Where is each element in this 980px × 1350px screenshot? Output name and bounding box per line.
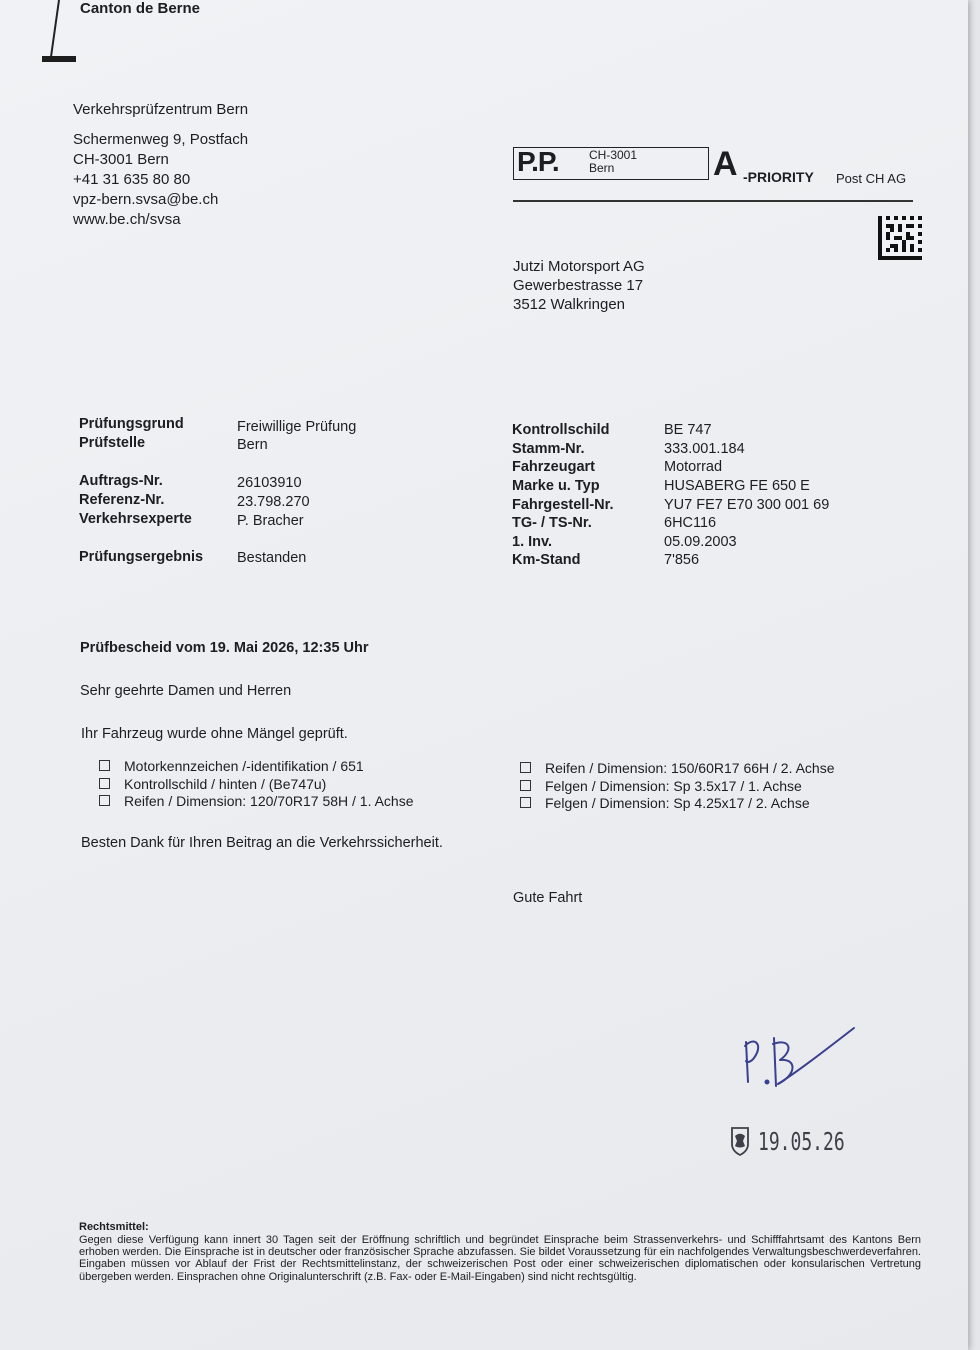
postage-zip: CH-3001 xyxy=(589,148,638,162)
field-value: 333.001.184 xyxy=(664,441,745,457)
list-item xyxy=(99,793,414,811)
field-label: 1. Inv. xyxy=(512,534,553,550)
list-item-text: Reifen / Dimension: 150/60R17 66H / 2. Achse xyxy=(545,760,835,776)
list-item xyxy=(99,758,414,776)
corner-bar xyxy=(42,56,76,62)
datamatrix-code-icon xyxy=(878,216,922,260)
field-value: 05.09.2003 xyxy=(664,534,737,550)
field-value: 26103910 xyxy=(237,475,302,491)
signature xyxy=(738,1024,858,1094)
checkbox-icon xyxy=(520,762,531,773)
field-label: Prüfungsergebnis xyxy=(79,549,204,565)
list-item xyxy=(520,778,835,796)
list-item xyxy=(520,795,835,813)
thanks-text: Besten Dank für Ihren Beitrag an die Verkehrssicherheit. xyxy=(81,835,443,851)
field-label: TG- / TS-Nr. xyxy=(512,515,592,531)
sender-street: Schermenweg 9, Postfach xyxy=(73,131,249,148)
recipient-address xyxy=(513,257,645,314)
field-label: Fahrzeugart xyxy=(512,459,595,475)
field-value: Bern xyxy=(237,437,268,453)
field-value: 7'856 xyxy=(664,552,700,568)
field-label: Verkehrsexperte xyxy=(79,511,192,527)
legal-text: Gegen diese Verfügung kann innert 30 Tagen seit der Eröffnung schriftlich und begründet Einsprache beim Strassenverkehrs- und Schifffahrtsamt des Kantons Bern erhoben werden. Die Einsprache ist in deutscher oder französischer Sprache abzufassen. Sie bildet Voraussetzung für ein nachfolgendes Verwaltungsbeschwerdeverfahren. Eingaben müssen vor Ablauf der Frist der Rechtsmittelinstanz, der schweizerischen Post oder einer schweizerischen diplomatischen oder konsularischen Vertretung übergeben werden. Einsprachen ohne Originalunterschrift (z.B. Fax- oder E-Mail-Eingaben) sind nicht rechtsgültig. xyxy=(79,1234,921,1283)
sender-phone: +41 31 635 80 80 xyxy=(73,171,191,188)
postage-city: Bern xyxy=(589,161,615,175)
list-item-text: Felgen / Dimension: Sp 4.25x17 / 2. Achse xyxy=(545,795,810,811)
field-label: Stamm-Nr. xyxy=(512,441,585,457)
a-priority-letter: A xyxy=(713,145,738,183)
letter-title: Prüfbescheid vom 19. Mai 2026, 12:35 Uhr xyxy=(80,640,369,656)
field-label: Fahrgestell-Nr. xyxy=(512,497,614,513)
field-label: Referenz-Nr. xyxy=(79,492,165,508)
sender-web: www.be.ch/svsa xyxy=(73,211,181,228)
field-value: Bestanden xyxy=(237,550,307,566)
sender-city: CH-3001 Bern xyxy=(73,151,169,168)
checklist-left xyxy=(99,758,414,811)
sender-email: vpz-bern.svsa@be.ch xyxy=(73,191,219,208)
list-item-text: Kontrollschild / hinten / (Be747u) xyxy=(124,775,327,792)
bern-coat-of-arms-icon xyxy=(730,1126,750,1156)
recipient-name: Jutzi Motorsport AG xyxy=(513,258,645,275)
intro-text: Ihr Fahrzeug wurde ohne Mängel geprüft. xyxy=(81,726,348,742)
field-value: HUSABERG FE 650 E xyxy=(664,478,810,494)
recipient-street: Gewerbestrasse 17 xyxy=(513,277,644,294)
field-value: P. Bracher xyxy=(237,513,304,529)
sender-address xyxy=(73,100,248,230)
list-item xyxy=(99,776,414,794)
list-item xyxy=(520,760,835,778)
checklist-right xyxy=(520,760,835,813)
field-value: BE 747 xyxy=(664,422,712,438)
field-label: Prüfungsgrund xyxy=(79,416,184,432)
sender-name: Verkehrsprüfzentrum Bern xyxy=(73,101,249,118)
fold-line xyxy=(50,0,60,60)
closing-text: Gute Fahrt xyxy=(513,890,583,906)
field-value: Freiwillige Prüfung xyxy=(237,419,357,435)
date-stamp: 19.05.26 xyxy=(758,1127,845,1156)
field-label: Km-Stand xyxy=(512,552,581,568)
field-value: Motorrad xyxy=(664,459,723,475)
field-value: YU7 FE7 E70 300 001 69 xyxy=(664,497,830,513)
canton-header: Canton de Berne xyxy=(80,0,201,17)
checkbox-icon xyxy=(520,780,531,791)
priority-label: -PRIORITY xyxy=(743,169,814,185)
checkbox-icon xyxy=(99,795,110,806)
field-label: Auftrags-Nr. xyxy=(79,473,163,489)
field-label: Prüfstelle xyxy=(79,435,146,451)
pp-label: P.P. xyxy=(517,146,559,177)
carrier-label: Post CH AG xyxy=(836,171,907,186)
legal-title: Rechtsmittel: xyxy=(79,1221,149,1233)
checkbox-icon xyxy=(520,797,531,808)
field-value: 23.798.270 xyxy=(237,494,310,510)
field-label: Marke u. Typ xyxy=(512,478,600,494)
postage-divider xyxy=(513,200,913,202)
list-item-text: Motorkennzeichen /-identifikation / 651 xyxy=(124,758,364,774)
salutation: Sehr geehrte Damen und Herren xyxy=(80,683,292,699)
list-item-text: Reifen / Dimension: 120/70R17 58H / 1. Achse xyxy=(124,793,414,809)
field-value: 6HC116 xyxy=(664,515,717,531)
field-label: Kontrollschild xyxy=(512,422,610,438)
list-item-text: Felgen / Dimension: Sp 3.5x17 / 1. Achse xyxy=(545,777,802,794)
postage-origin xyxy=(589,149,637,175)
recipient-city: 3512 Walkringen xyxy=(513,296,626,313)
checkbox-icon xyxy=(99,778,110,789)
checkbox-icon xyxy=(99,760,110,771)
